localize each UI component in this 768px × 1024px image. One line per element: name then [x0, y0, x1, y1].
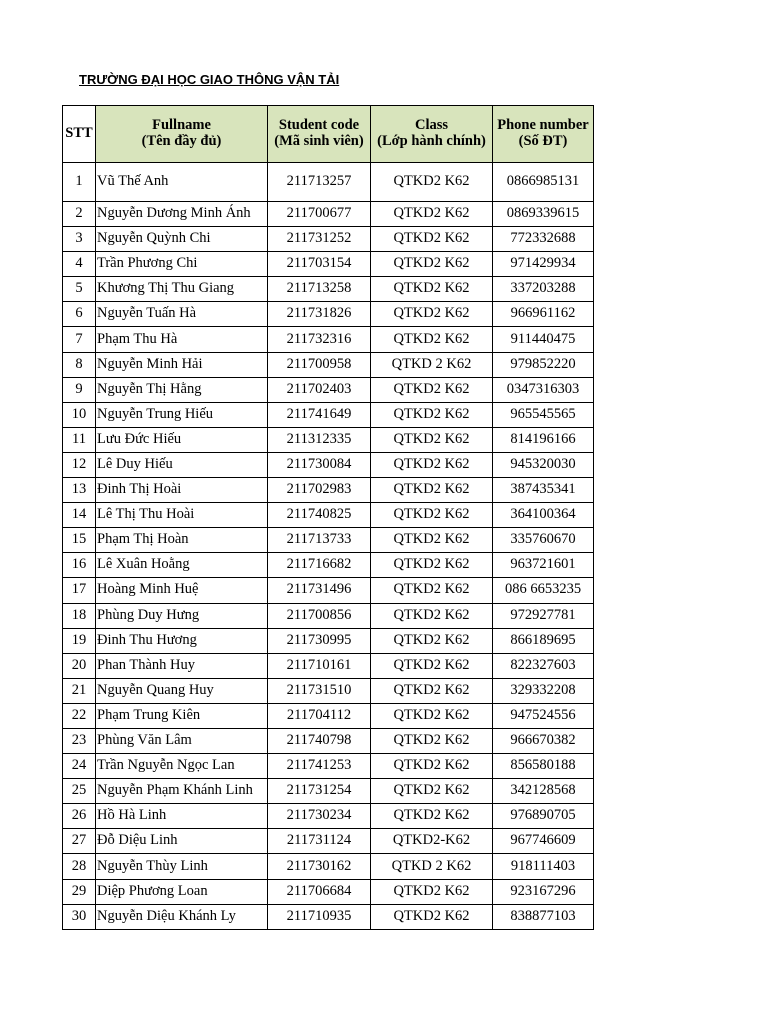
row-stt-cell: 11	[63, 427, 96, 452]
row-stt-cell: 21	[63, 678, 96, 703]
row-stt-cell: 9	[63, 377, 96, 402]
row-phone-cell: 342128568	[493, 779, 594, 804]
row-fullname-cell: Nguyễn Thùy Linh	[96, 854, 268, 879]
row-stt-cell: 14	[63, 503, 96, 528]
row-class-cell: QTKD2 K62	[371, 327, 493, 352]
table-row	[63, 402, 594, 427]
row-class-cell: QTKD2 K62	[371, 377, 493, 402]
row-fullname-cell: Phùng Văn Lâm	[96, 728, 268, 753]
row-phone-cell: 814196166	[493, 427, 594, 452]
student-table	[62, 105, 594, 930]
row-fullname-cell: Hồ Hà Linh	[96, 804, 268, 829]
row-student-code-cell: 211702983	[268, 478, 371, 503]
row-class-cell: QTKD2 K62	[371, 578, 493, 603]
row-student-code-cell: 211730995	[268, 628, 371, 653]
row-fullname-cell: Phan Thành Huy	[96, 653, 268, 678]
row-student-code-cell: 211312335	[268, 427, 371, 452]
row-phone-cell: 976890705	[493, 804, 594, 829]
row-class-cell: QTKD2 K62	[371, 302, 493, 327]
row-stt-cell: 12	[63, 452, 96, 477]
row-fullname-cell: Lê Thị Thu Hoài	[96, 503, 268, 528]
row-phone-cell: 337203288	[493, 277, 594, 302]
table-row	[63, 377, 594, 402]
row-stt-cell: 8	[63, 352, 96, 377]
row-class-cell: QTKD2 K62	[371, 754, 493, 779]
row-fullname-cell: Phạm Trung Kiên	[96, 703, 268, 728]
row-class-cell: QTKD2 K62	[371, 603, 493, 628]
row-class-cell: QTKD 2 K62	[371, 352, 493, 377]
row-student-code-cell: 211710935	[268, 904, 371, 929]
row-class-cell: QTKD2 K62	[371, 478, 493, 503]
row-class-cell: QTKD2 K62	[371, 703, 493, 728]
row-phone-cell: 911440475	[493, 327, 594, 352]
row-phone-cell: 945320030	[493, 452, 594, 477]
row-class-cell: QTKD2 K62	[371, 904, 493, 929]
row-class-cell: QTKD 2 K62	[371, 854, 493, 879]
row-student-code-cell: 211740798	[268, 728, 371, 753]
row-stt-cell: 26	[63, 804, 96, 829]
row-class-cell: QTKD2 K62	[371, 277, 493, 302]
row-fullname-cell: Nguyễn Tuấn Hà	[96, 302, 268, 327]
row-student-code-cell: 211730234	[268, 804, 371, 829]
row-fullname-cell: Lê Xuân Hoằng	[96, 553, 268, 578]
row-student-code-cell: 211703154	[268, 252, 371, 277]
row-fullname-cell: Trần Nguyễn Ngọc Lan	[96, 754, 268, 779]
row-stt-cell: 19	[63, 628, 96, 653]
table-row	[63, 879, 594, 904]
row-phone-cell: 387435341	[493, 478, 594, 503]
row-fullname-cell: Trần Phương Chi	[96, 252, 268, 277]
row-stt-cell: 7	[63, 327, 96, 352]
row-class-cell: QTKD2 K62	[371, 252, 493, 277]
table-body	[63, 163, 594, 930]
row-fullname-cell: Nguyễn Quỳnh Chi	[96, 227, 268, 252]
row-phone-cell: 822327603	[493, 653, 594, 678]
row-stt-cell: 2	[63, 202, 96, 227]
row-phone-cell: 866189695	[493, 628, 594, 653]
row-class-cell: QTKD2 K62	[371, 628, 493, 653]
row-phone-cell: 966670382	[493, 728, 594, 753]
table-row	[63, 829, 594, 854]
row-fullname-cell: Nguyễn Trung Hiếu	[96, 402, 268, 427]
header-class: Class (Lớp hành chính)	[371, 106, 493, 163]
row-phone-cell: 918111403	[493, 854, 594, 879]
row-class-cell: QTKD2 K62	[371, 879, 493, 904]
row-phone-cell: 971429934	[493, 252, 594, 277]
document-title: TRƯỜNG ĐẠI HỌC GIAO THÔNG VẬN TẢI	[79, 72, 340, 87]
row-student-code-cell: 211710161	[268, 653, 371, 678]
row-stt-cell: 15	[63, 528, 96, 553]
row-phone-cell: 967746609	[493, 829, 594, 854]
row-class-cell: QTKD2 K62	[371, 653, 493, 678]
row-stt-cell: 20	[63, 653, 96, 678]
row-class-cell: QTKD2 K62	[371, 553, 493, 578]
table-row	[63, 904, 594, 929]
table-row	[63, 578, 594, 603]
table-row	[63, 252, 594, 277]
row-student-code-cell: 211741253	[268, 754, 371, 779]
row-class-cell: QTKD2 K62	[371, 779, 493, 804]
row-student-code-cell: 211700856	[268, 603, 371, 628]
table-row	[63, 227, 594, 252]
row-class-cell: QTKD2 K62	[371, 728, 493, 753]
table-row	[63, 478, 594, 503]
row-phone-cell: 965545565	[493, 402, 594, 427]
row-student-code-cell: 211706684	[268, 879, 371, 904]
row-phone-cell: 335760670	[493, 528, 594, 553]
table-row	[63, 302, 594, 327]
row-fullname-cell: Phạm Thu Hà	[96, 327, 268, 352]
row-stt-cell: 13	[63, 478, 96, 503]
row-stt-cell: 25	[63, 779, 96, 804]
row-class-cell: QTKD2 K62	[371, 503, 493, 528]
row-class-cell: QTKD2 K62	[371, 227, 493, 252]
row-fullname-cell: Lưu Đức Hiếu	[96, 427, 268, 452]
row-stt-cell: 23	[63, 728, 96, 753]
table-row	[63, 163, 594, 202]
header-stt: STT	[63, 106, 96, 163]
row-stt-cell: 22	[63, 703, 96, 728]
table-row	[63, 603, 594, 628]
row-fullname-cell: Nguyễn Minh Hải	[96, 352, 268, 377]
row-class-cell: QTKD2 K62	[371, 528, 493, 553]
row-phone-cell: 966961162	[493, 302, 594, 327]
header-fullname: Fullname (Tên đầy đủ)	[96, 106, 268, 163]
row-stt-cell: 18	[63, 603, 96, 628]
row-class-cell: QTKD2 K62	[371, 804, 493, 829]
row-fullname-cell: Nguyễn Diệu Khánh Ly	[96, 904, 268, 929]
table-row	[63, 452, 594, 477]
row-student-code-cell: 211731496	[268, 578, 371, 603]
header-row	[63, 106, 594, 163]
row-student-code-cell: 211704112	[268, 703, 371, 728]
row-student-code-cell: 211731826	[268, 302, 371, 327]
table-row	[63, 653, 594, 678]
table-row	[63, 628, 594, 653]
table-row	[63, 327, 594, 352]
row-fullname-cell: Nguyễn Phạm Khánh Linh	[96, 779, 268, 804]
table-row	[63, 352, 594, 377]
row-fullname-cell: Khương Thị Thu Giang	[96, 277, 268, 302]
row-stt-cell: 10	[63, 402, 96, 427]
row-student-code-cell: 211713258	[268, 277, 371, 302]
header-student-code: Student code (Mã sinh viên)	[268, 106, 371, 163]
row-fullname-cell: Phùng Duy Hưng	[96, 603, 268, 628]
table-row	[63, 503, 594, 528]
row-fullname-cell: Phạm Thị Hoàn	[96, 528, 268, 553]
row-class-cell: QTKD2 K62	[371, 202, 493, 227]
row-phone-cell: 0866985131	[493, 163, 594, 202]
row-stt-cell: 30	[63, 904, 96, 929]
row-fullname-cell: Nguyễn Quang Huy	[96, 678, 268, 703]
row-stt-cell: 3	[63, 227, 96, 252]
row-fullname-cell: Nguyễn Thị Hằng	[96, 377, 268, 402]
row-stt-cell: 16	[63, 553, 96, 578]
row-student-code-cell: 211741649	[268, 402, 371, 427]
row-stt-cell: 28	[63, 854, 96, 879]
row-phone-cell: 979852220	[493, 352, 594, 377]
row-class-cell: QTKD2 K62	[371, 452, 493, 477]
row-student-code-cell: 211731124	[268, 829, 371, 854]
row-student-code-cell: 211713257	[268, 163, 371, 202]
row-phone-cell: 972927781	[493, 603, 594, 628]
row-fullname-cell: Diệp Phương Loan	[96, 879, 268, 904]
row-stt-cell: 17	[63, 578, 96, 603]
row-fullname-cell: Hoàng Minh Huệ	[96, 578, 268, 603]
row-phone-cell: 963721601	[493, 553, 594, 578]
row-phone-cell: 0869339615	[493, 202, 594, 227]
row-fullname-cell: Nguyễn Dương Minh Ánh	[96, 202, 268, 227]
row-student-code-cell: 211731510	[268, 678, 371, 703]
row-student-code-cell: 211732316	[268, 327, 371, 352]
row-stt-cell: 6	[63, 302, 96, 327]
row-phone-cell: 838877103	[493, 904, 594, 929]
row-fullname-cell: Đinh Thị Hoài	[96, 478, 268, 503]
table-row	[63, 728, 594, 753]
row-student-code-cell: 211731254	[268, 779, 371, 804]
row-fullname-cell: Lê Duy Hiếu	[96, 452, 268, 477]
table-row	[63, 277, 594, 302]
row-student-code-cell: 211700677	[268, 202, 371, 227]
row-class-cell: QTKD2 K62	[371, 163, 493, 202]
table-row	[63, 754, 594, 779]
row-stt-cell: 24	[63, 754, 96, 779]
table-row	[63, 804, 594, 829]
row-stt-cell: 27	[63, 829, 96, 854]
row-fullname-cell: Vũ Thế Anh	[96, 163, 268, 202]
row-fullname-cell: Đinh Thu Hương	[96, 628, 268, 653]
table-row	[63, 202, 594, 227]
table-row	[63, 528, 594, 553]
table-row	[63, 553, 594, 578]
row-phone-cell: 923167296	[493, 879, 594, 904]
row-stt-cell: 29	[63, 879, 96, 904]
row-phone-cell: 947524556	[493, 703, 594, 728]
table-row	[63, 427, 594, 452]
row-phone-cell: 086 6653235	[493, 578, 594, 603]
table-row	[63, 703, 594, 728]
row-student-code-cell: 211730084	[268, 452, 371, 477]
row-class-cell: QTKD2 K62	[371, 427, 493, 452]
table-row	[63, 854, 594, 879]
row-student-code-cell: 211716682	[268, 553, 371, 578]
row-phone-cell: 0347316303	[493, 377, 594, 402]
row-student-code-cell: 211702403	[268, 377, 371, 402]
row-phone-cell: 856580188	[493, 754, 594, 779]
row-student-code-cell: 211700958	[268, 352, 371, 377]
row-stt-cell: 1	[63, 163, 96, 202]
row-fullname-cell: Đỗ Diệu Linh	[96, 829, 268, 854]
row-student-code-cell: 211740825	[268, 503, 371, 528]
row-class-cell: QTKD2-K62	[371, 829, 493, 854]
row-student-code-cell: 211713733	[268, 528, 371, 553]
table-row	[63, 779, 594, 804]
table-row	[63, 678, 594, 703]
row-student-code-cell: 211731252	[268, 227, 371, 252]
row-stt-cell: 5	[63, 277, 96, 302]
row-class-cell: QTKD2 K62	[371, 678, 493, 703]
row-class-cell: QTKD2 K62	[371, 402, 493, 427]
row-phone-cell: 364100364	[493, 503, 594, 528]
row-phone-cell: 772332688	[493, 227, 594, 252]
row-phone-cell: 329332208	[493, 678, 594, 703]
header-phone-number: Phone number (Số ĐT)	[493, 106, 594, 163]
row-stt-cell: 4	[63, 252, 96, 277]
row-student-code-cell: 211730162	[268, 854, 371, 879]
